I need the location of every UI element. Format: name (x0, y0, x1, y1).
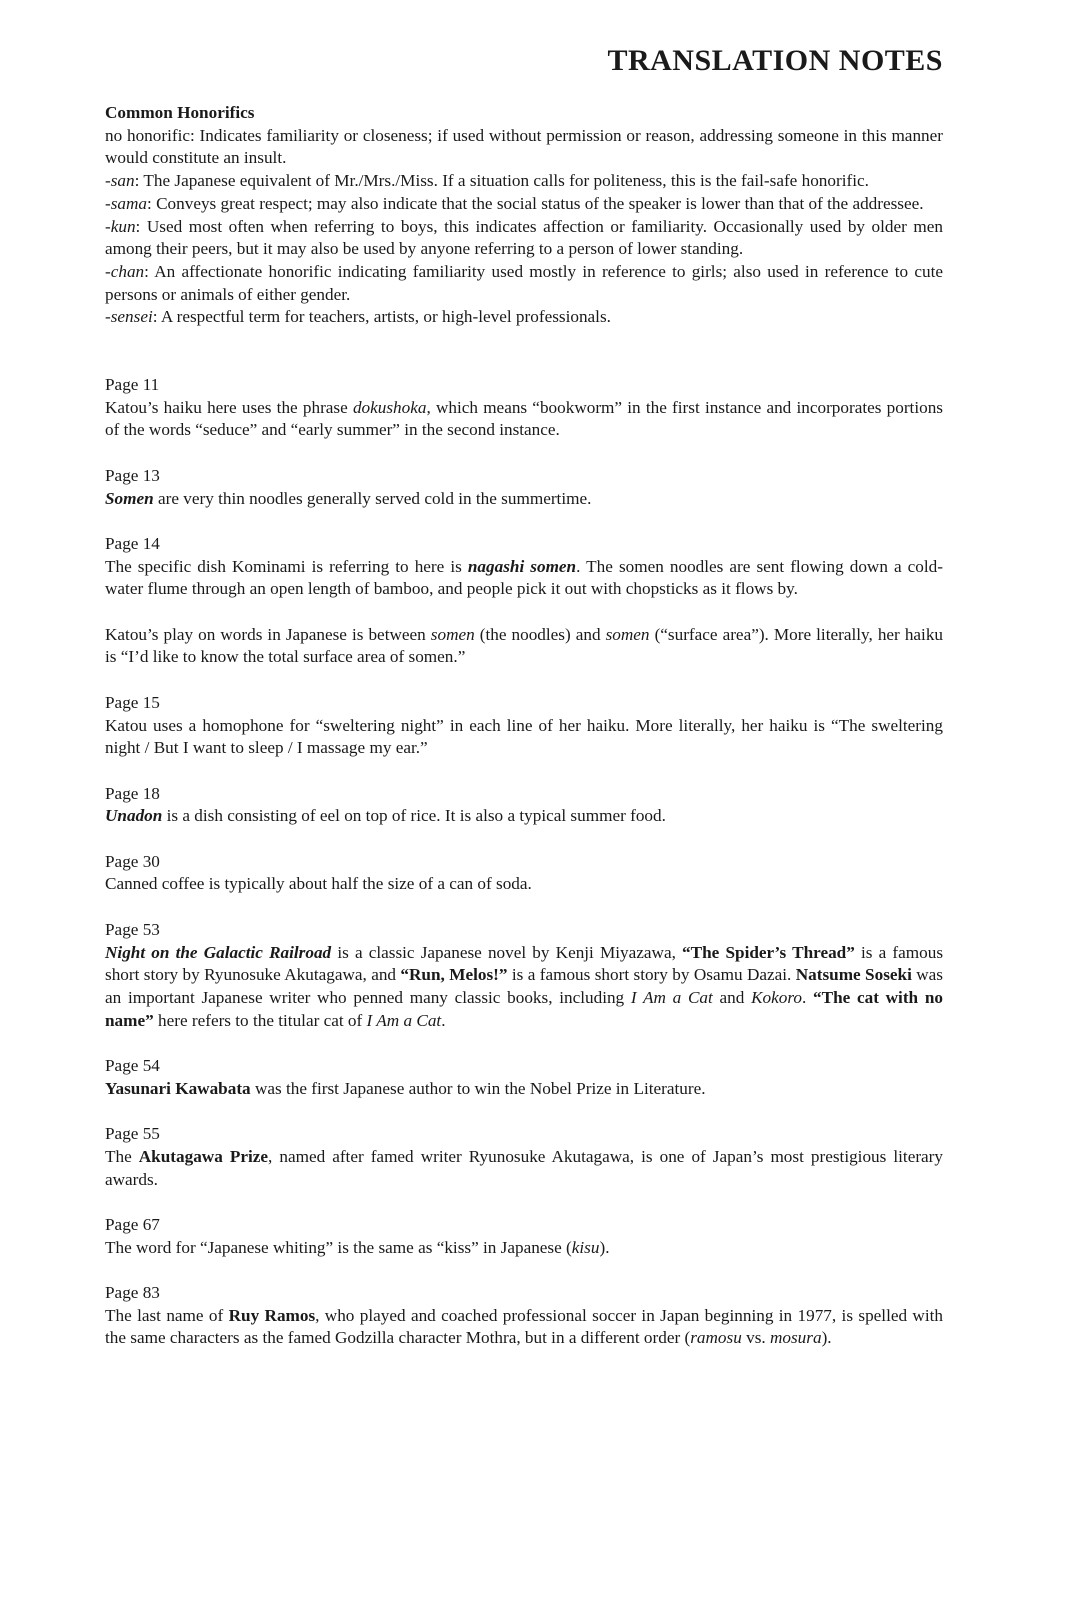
italic-term: kisu (571, 1237, 600, 1257)
bold-italic-term: Unadon (105, 806, 163, 826)
text-run: . (802, 987, 814, 1007)
honorific-term: -chan (105, 261, 145, 281)
honorific-definition: : Conveys great respect; may also indicate that the social status of the speaker is lower than that of the addressee. (147, 193, 924, 213)
text-run: The specific dish Kominami is referring to here is (105, 556, 468, 576)
note-page-label: Page 54 (105, 1056, 160, 1075)
note-page-18 (105, 783, 943, 828)
honorific-definition: : The Japanese equivalent of Mr./Mrs./Miss. If a situation calls for politeness, this is the fail-safe honorific. (134, 171, 869, 191)
note-text (105, 1078, 943, 1101)
honorific-definition: : A respectful term for teachers, artists, or high-level professionals. (152, 307, 611, 327)
text-run: , named after famed writer Ryunosuke Akutagawa, is one of Japan’s most prestigious literary awards. (105, 1146, 943, 1189)
text-run: The (105, 1146, 139, 1166)
text-run: is a classic Japanese novel by Kenji Miyazawa, (331, 942, 683, 962)
text-run: , which means “bookworm” in the first instance and incorporates portions of the words “seduce” and “early summer” in the second instance. (105, 397, 943, 440)
text-run: is a dish consisting of eel on top of rice. It is also a typical summer food. (162, 806, 666, 826)
text-run: ). (599, 1237, 610, 1257)
bold-term: Natsume Soseki (795, 965, 912, 985)
text-run: Katou’s play on words in Japanese is between (105, 624, 431, 644)
note-page-label: Page 14 (105, 533, 160, 553)
note-page-53 (105, 919, 943, 1033)
note-page-label: Page 18 (105, 783, 160, 803)
note-page-label: Page 67 (105, 1214, 160, 1234)
text-run: ). (821, 1328, 832, 1348)
note-page-13 (105, 465, 943, 510)
page-notes (105, 374, 943, 1350)
honorific-definition: : Used most often when referring to boys, this indicates affection or familiarity. Occasionally used by older men among their peers, but it may also be used by anyone referring to a person of lower standing. (105, 216, 943, 259)
note-text: Canned coffee is typically about half the size of a can of soda. (105, 874, 532, 894)
note-text (105, 1305, 943, 1350)
note-text (105, 942, 943, 1033)
bold-italic-term: Somen (105, 488, 154, 508)
note-page-14 (105, 533, 943, 669)
note-text (105, 556, 943, 601)
note-page-55 (105, 1123, 943, 1191)
note-page-label: Page 11 (105, 375, 160, 395)
honorific-sensei (105, 306, 943, 329)
note-page-11 (105, 374, 943, 442)
text-run: is a famous short story by Ryunosuke Akutagawa, and (105, 942, 944, 985)
page-title: TRANSLATION NOTES (607, 44, 943, 77)
note-page-label: Page 30 (105, 851, 160, 871)
italic-term: I Am a Cat (630, 987, 713, 1007)
honorific-san (105, 170, 943, 193)
honorifics-section (105, 102, 943, 329)
note-page-15 (105, 692, 943, 760)
note-page-label: Page 83 (105, 1282, 160, 1302)
bold-term: “Run, Melos!” (400, 965, 508, 985)
bold-term: Yasunari Kawabata (105, 1078, 251, 1098)
note-page-label: Page 15 (105, 692, 160, 712)
bold-term: Akutagawa Prize (138, 1146, 269, 1166)
note-text (105, 488, 943, 511)
honorific-term: -sama (105, 193, 148, 213)
note-page-54 (105, 1055, 943, 1100)
note-text-second-paragraph (105, 624, 943, 669)
text-run: , who played and coached professional soccer in Japan beginning in 1977, is spelled with the same characters as the famed Godzilla character Mothra, but in a different order ( (105, 1305, 943, 1348)
bold-term: Ruy Ramos (228, 1305, 316, 1325)
note-text (105, 397, 943, 442)
text-run: Katou’s haiku here uses the phrase (105, 397, 353, 417)
note-page-label: Page 13 (105, 465, 160, 485)
italic-term: ramosu (690, 1328, 742, 1348)
honorifics-heading: Common Honorifics (105, 103, 255, 122)
italic-term: I Am a Cat (366, 1010, 442, 1030)
content-body (105, 102, 943, 1373)
note-page-67 (105, 1214, 943, 1259)
note-page-30 (105, 851, 943, 896)
text-run: (the noodles) and (474, 624, 606, 644)
note-page-label: Page 53 (105, 919, 160, 939)
honorific-definition: : Indicates familiarity or closeness; if used without permission or reason, addressing someone in this manner would constitute an insult. (105, 125, 943, 168)
italic-term: somen (605, 624, 650, 644)
honorific-none (105, 125, 943, 170)
honorific-kun (105, 216, 943, 261)
honorific-term: -san (105, 171, 135, 191)
text-run: vs. (741, 1328, 770, 1348)
honorific-term: no honorific (105, 125, 190, 145)
note-text (105, 805, 943, 828)
honorific-definition: : An affectionate honorific indicating familiarity used mostly in reference to girls; also used in reference to cute persons or animals of either gender. (105, 261, 943, 304)
note-page-83 (105, 1282, 943, 1350)
italic-term: Kokoro (751, 987, 802, 1007)
text-run: here refers to the titular cat of (153, 1010, 367, 1030)
note-text: Katou uses a homophone for “sweltering night” in each line of her haiku. More literally, her haiku is “The sweltering night / But I want to sleep / I massage my ear.” (105, 715, 943, 758)
honorific-sama (105, 193, 943, 216)
text-run: The word for “Japanese whiting” is the same as “kiss” in Japanese ( (105, 1237, 572, 1257)
bold-term: “The Spider’s Thread” (682, 942, 855, 962)
text-run: . The somen noodles are sent flowing down a cold-water flume through an open length of bamboo, and people pick it out with chopsticks as it flows by. (105, 556, 943, 599)
honorific-term: -kun (105, 216, 136, 236)
text-run: The last name of (105, 1305, 229, 1325)
text-run: is a famous short story by Osamu Dazai. (507, 965, 796, 985)
note-text (105, 1237, 943, 1260)
text-run: . (441, 1010, 446, 1030)
honorific-term: -sensei (105, 307, 153, 327)
text-run: was the first Japanese author to win the Nobel Prize in Literature. (250, 1078, 706, 1098)
bold-italic-term: Night on the Galactic Railroad (105, 942, 332, 962)
text-run: was an important Japanese writer who penned many classic books, including (105, 965, 943, 1007)
text-run: are very thin noodles generally served cold in the summertime. (153, 488, 592, 508)
italic-term: somen (430, 624, 475, 644)
italic-term: mosura (769, 1328, 822, 1348)
bold-italic-term: nagashi somen (467, 556, 577, 576)
italic-term: dokushoka (352, 397, 427, 417)
bold-term: “The cat with no name” (105, 987, 943, 1030)
text-run: (“surface area”). More literally, her haiku is “I’d like to know the total surface area of somen.” (105, 624, 944, 667)
honorific-chan (105, 261, 943, 306)
text-run: and (712, 987, 752, 1007)
note-text (105, 1146, 943, 1191)
note-page-label: Page 55 (105, 1124, 160, 1144)
